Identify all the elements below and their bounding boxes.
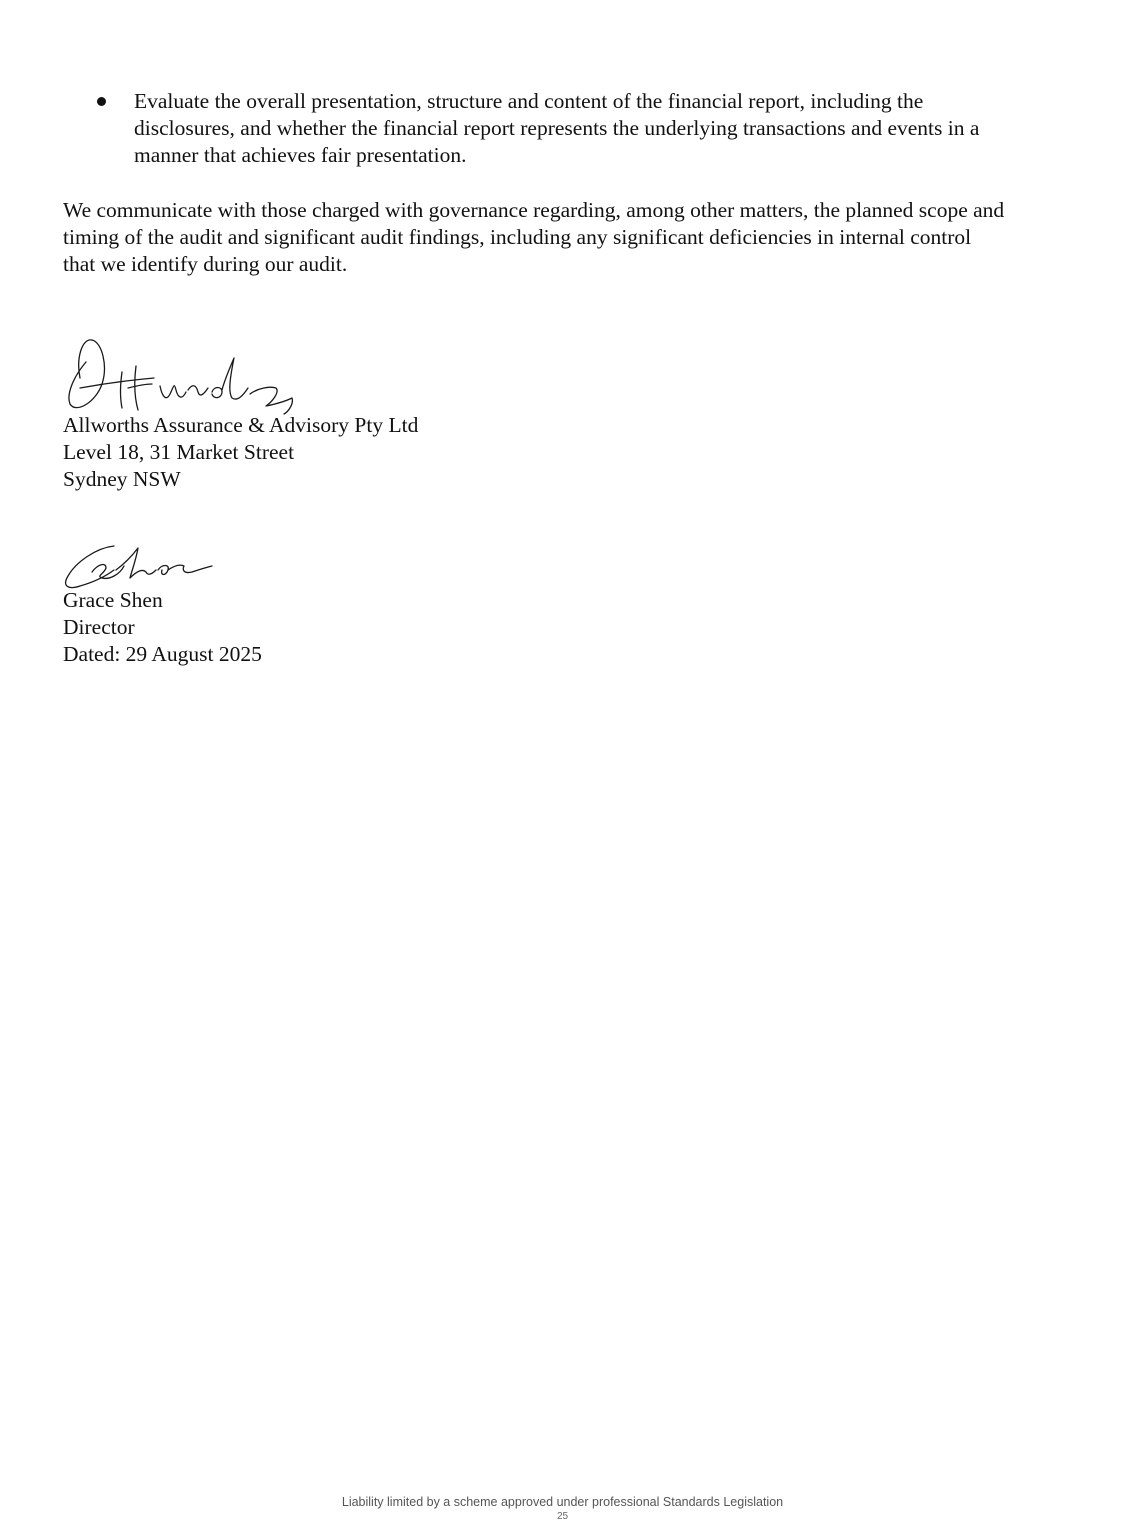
signer-name: Grace Shen bbox=[63, 588, 163, 612]
page-number: 25 bbox=[556, 1511, 569, 1522]
list-item bbox=[0, 88, 1004, 169]
signer-title: Director bbox=[63, 615, 135, 639]
liability-footer: Liability limited by a scheme approved under professional Standards Legislation bbox=[341, 1495, 784, 1509]
bullet-icon bbox=[97, 97, 106, 106]
signed-date: Dated: 29 August 2025 bbox=[63, 642, 262, 666]
governance-paragraph: We communicate with those charged with governance regarding, among other matters, the planned scope and timing of the audit and significant audit findings, including any significant deficiencies in internal control that we identify during our audit. bbox=[63, 198, 1005, 276]
firm-address-line-2: Sydney NSW bbox=[63, 467, 181, 491]
bullet-text: Evaluate the overall presentation, structure and content of the financial report, including the disclosures, and whether the financial report represents the underlying transactions and events in a manner that achieves fair presentation. bbox=[134, 89, 980, 167]
director-signature-icon bbox=[62, 536, 218, 592]
signer-details bbox=[63, 587, 262, 668]
bullet-list bbox=[0, 88, 1125, 169]
firm-address-line-1: Level 18, 31 Market Street bbox=[63, 440, 295, 464]
firm-signature-icon bbox=[62, 332, 324, 416]
firm-details bbox=[63, 412, 418, 493]
firm-name: Allworths Assurance & Advisory Pty Ltd bbox=[63, 413, 419, 437]
